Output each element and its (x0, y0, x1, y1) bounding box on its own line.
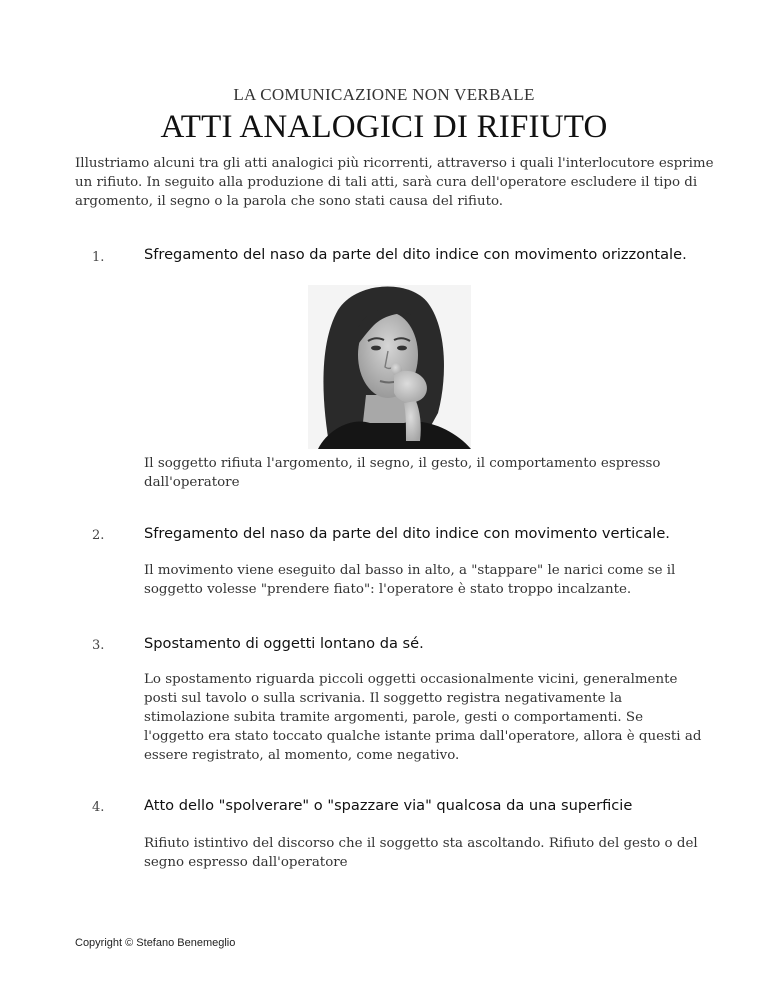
woman-rubbing-nose-photo (308, 285, 471, 449)
item-heading-2: Sfregamento del naso da parte del dito indice con movimento verticale. (144, 525, 670, 542)
item-number-1: 1. (92, 250, 105, 265)
item-description-4: Rifiuto istintivo del discorso che il soggetto sta ascoltando. Rifiuto del gesto o del segno espresso dall'operatore (144, 836, 698, 870)
item-description-1: Il soggetto rifiuta l'argomento, il segno, il gesto, il comportamento espresso dall'operatore (144, 456, 661, 490)
item-heading-1: Sfregamento del naso da parte del dito indice con movimento orizzontale. (144, 246, 687, 263)
item-number-3: 3. (92, 638, 105, 653)
item-description-3: Lo spostamento riguarda piccoli oggetti occasionalmente vicini, generalmente posti sul tavolo o sulla scrivania. Il soggetto registra negativamente la stimolazione subita tramite argomenti, parole, gesti o comportamenti. Se l'oggetto era stato toccato qualche istante prima dall'operatore, allora è questi ad essere registrato, al momento, come negativo. (144, 672, 702, 763)
document-subtitle: LA COMUNICAZIONE NON VERBALE (233, 85, 535, 104)
intro-paragraph: Illustriamo alcuni tra gli atti analogici più ricorrenti, attraverso i quali l'interlocutore esprime un rifiuto. In seguito alla produzione di tali atti, sarà cura dell'operatore escludere il tipo di argomento, il segno o la parola che sono stati causa del rifiuto. (75, 156, 714, 209)
item-number-2: 2. (92, 528, 105, 543)
item-number-4: 4. (92, 800, 105, 815)
item-heading-3: Spostamento di oggetti lontano da sé. (144, 635, 424, 652)
copyright-footer: Copyright © Stefano Benemeglio (75, 937, 236, 949)
document-title: ATTI ANALOGICI DI RIFIUTO (160, 109, 608, 145)
item-heading-4: Atto dello "spolverare" o "spazzare via" qualcosa da una superficie (144, 797, 633, 814)
item-description-2: Il movimento viene eseguito dal basso in alto, a "stappare" le narici come se il soggetto volesse "prendere fiato": l'operatore è stato troppo incalzante. (144, 563, 676, 597)
